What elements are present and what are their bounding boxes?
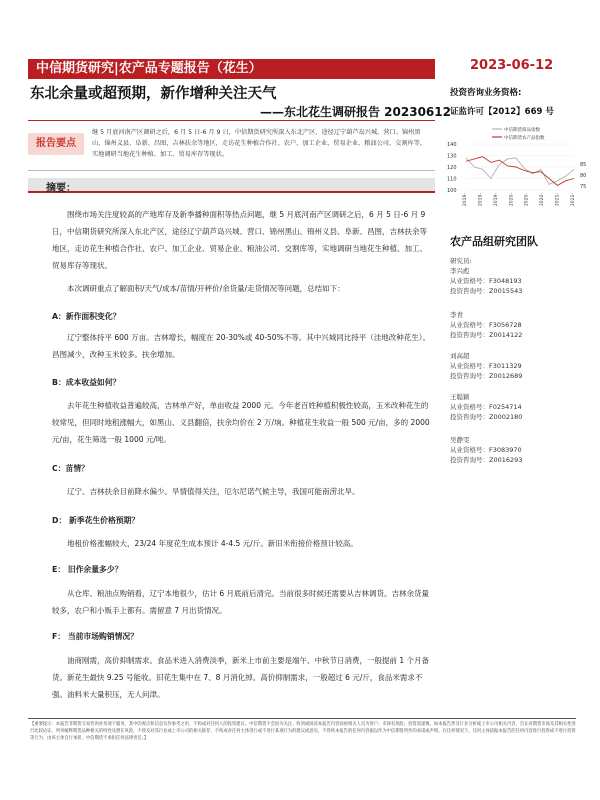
section-e-heading: E： 旧作余量多少？ <box>52 565 123 574</box>
chart-legend-label: 中信期货农产品指数 <box>504 136 545 141</box>
analyst-id: 投资咨询号：Z0016293 <box>450 456 523 464</box>
qualification-title: 投资咨询业务资格: <box>450 88 522 98</box>
chart-xtick-label: 2021- <box>571 193 576 207</box>
chart-xtick-label: 2020- <box>540 193 546 207</box>
abstract-paragraph-2: 本次调研重点了解面积/天气/成本/苗情/开秤价/余货量/走货情况等问题，总结如下： <box>67 284 345 293</box>
team-lead-label: 研究员: <box>450 257 472 265</box>
chart-ytick-label: 110 <box>447 176 457 183</box>
analyst-card <box>450 351 590 381</box>
analyst-name: 刘高超 <box>450 352 470 360</box>
analyst-id: 从业资格号：F3056728 <box>450 321 522 329</box>
abstract-bar <box>28 178 435 193</box>
chart-ytick-label: 140 <box>447 142 457 148</box>
analyst-id: 从业资格号：F3083970 <box>450 446 522 454</box>
section-c-heading: C：苗情？ <box>52 464 89 473</box>
analyst-name: 王聪颖 <box>450 393 470 401</box>
analyst-name: 吴静雯 <box>450 436 470 444</box>
summary-text: 继 5 月底河南产区调研之后，6 月 5 日-6 月 9 日，中信期货研究所深入东北产区，途径辽宁葫芦岛兴城、营口、锦州黑山、锦州义县、阜新、昌图，吉林扶余等地区，走访花生种植合作社、农户、加工企业、贸易企业、粮油公司、交割库等，实地调研当地花生种植、加工、贸易库存等现状。 <box>92 129 427 158</box>
chart-series-line <box>466 157 574 186</box>
analyst-card <box>450 435 590 465</box>
analyst-id: 从业资格号：F3011329 <box>450 362 522 370</box>
section-b-heading: B：成本收益如何？ <box>52 378 121 387</box>
chart-xtick-label: 2020- <box>524 193 530 207</box>
section-c-text: 辽宁、吉林扶余目前降水偏少。旱情值得关注，厄尔尼诺气候主导，我国可能南涝北旱。 <box>67 487 360 496</box>
abstract-paragraph-1: 围绕市场关注度较高的产地库存及新季播种面积等热点问题，继 5 月底河南产区调研之后，6 月 5 日-6 月 9 日，中信期货研究所深入东北产区，途径辽宁葫芦岛兴城、营口、锦州黑山、锦州义县、阜新、昌图，吉林扶余等地区，走访花生种植合作社、农户、加工企业、贸易企业、粮油公司、交割库等，实地调研当地花生种植、加工、贸易库存等现状。 <box>52 210 427 270</box>
analyst-name: 李青 <box>450 311 463 319</box>
chart-ytick-label: 130 <box>447 153 457 160</box>
chart-xtick-label: 2021- <box>555 193 561 207</box>
analyst-id: 投资咨询号：Z0002180 <box>450 413 523 421</box>
report-subtitle: ——东北花生调研报告 20230612 <box>260 105 451 119</box>
chart-series-line <box>466 158 574 184</box>
summary-tag: 报告要点 <box>28 133 84 155</box>
license-number: 证监许可【2012】669 号 <box>450 107 554 117</box>
report-title: 东北余量或超预期，新作增种关注天气 <box>30 86 277 102</box>
chart-xtick-label: 2019- <box>478 193 484 207</box>
footer-disclaimer: 【重要提示：本报告非期货交易咨询业务项下服务，其中的观点和信息仅作参考之用，不构成对任何人的投资建议。中信期货不会因为关注、收到或阅读本报告内容而视相关人员为客户；市场有风险，投资需谨慎。如本报告涉及行业分析或上市公司相关内容，旨在对期货市场及其相关性进行比较论证，列举解释期货品种相关的特性及潜在风险，不涉及对其行业或上市公司的相关推荐，不构成对任何主体进行或不进行某项行为的建议或意见，不得将本报告的任何内容据以作为中信期货所作的承诺或声明。在任何情况下，任何主体依据本报告的任何内容进行投资或不进行投资等行为，由该主体自行承担，中信期货不承担任何法律责任。】 <box>30 722 576 741</box>
analyst-id: 从业资格号：F0254714 <box>450 403 522 411</box>
title-divider <box>28 120 435 121</box>
abstract-label: 摘要： <box>46 183 76 194</box>
analyst-card <box>450 310 590 340</box>
team-title: 农产品组研究团队 <box>450 235 538 248</box>
section-a-text: 辽宁整体持平 600 万亩。吉林增长，幅度在 20-30%或 40-50%不等。其中兴城同比持平（洼地改种花生）。昌图减少，改种玉米较多。扶余增加。 <box>52 333 430 359</box>
chart-legend-label: 中信期货商品指数 <box>504 128 540 133</box>
analyst-id: 投资咨询号：Z0015543 <box>450 287 523 295</box>
section-a-heading: A：新作面积变化？ <box>52 312 121 321</box>
chart-xtick-label: 2019- <box>493 193 499 207</box>
report-banner: 中信期货研究|农产品专题报告（花生） <box>28 59 435 79</box>
section-f-heading: F： 当前市场购销情况？ <box>52 632 139 641</box>
chart-xtick-label: 2019- <box>463 193 468 207</box>
chart-ytick-right-label: 80 <box>580 173 587 179</box>
section-d-heading: D： 新季花生价格预期？ <box>52 516 140 525</box>
section-b-text: 去年花生种植收益普遍较高，吉林单产好，单亩收益 2000 元。今年老百姓种植积极性较高，玉米改种花生的较常见，但同时地租涨幅大，如黑山、义县翻倍，扶余均价在 2 万/垧。种植花生收益一般 500 元/亩，多的 2000 元/亩，花生筛选一般 1000 元/吨。 <box>52 401 430 444</box>
analyst-id: 投资咨询号：Z0012689 <box>450 372 523 380</box>
chart-ytick-right-label: 85 <box>580 162 587 168</box>
chart-ytick-label: 120 <box>447 165 457 171</box>
chart-ytick-label: 100 <box>447 188 457 194</box>
index-line-chart <box>444 124 594 216</box>
section-e-text: 从仓库、粮油点购销看，辽宁本地很少，估计 6 月底前后清完。当前很多时候还需要从吉林调货。吉林余货量较多，农户和小贩手上都有。需留意 7 月出货情况。 <box>52 589 430 615</box>
chart-ytick-right-label: 75 <box>580 184 587 190</box>
analyst-card <box>450 392 590 422</box>
analyst-id: 从业资格号：F3048193 <box>450 277 522 285</box>
section-f-text: 油商刚需，高价抑制需求。食品米进入消费淡季，新米上市前主要是端午、中秋节日消费，一般提前 1 个月备货。新花生最快 9.25 号能收。旧花生集中在 7、8 月消化掉。高价抑制需求，一般超过 6 元/斤，食品米需求不强。油料米大量积压，无人问津。 <box>52 656 430 699</box>
analyst-id: 投资咨询号：Z0014122 <box>450 331 523 339</box>
analyst-name: 李兴彪 <box>450 267 470 275</box>
section-d-text: 地租价格涨幅较大，23/24 年度花生成本预计 4-4.5 元/斤。新旧米衔接价格预计较高。 <box>67 539 358 548</box>
chart-xtick-label: 2020- <box>509 193 515 207</box>
report-date: 2023-06-12 <box>470 58 554 73</box>
analyst-card <box>450 266 590 296</box>
summary-divider <box>28 170 435 171</box>
